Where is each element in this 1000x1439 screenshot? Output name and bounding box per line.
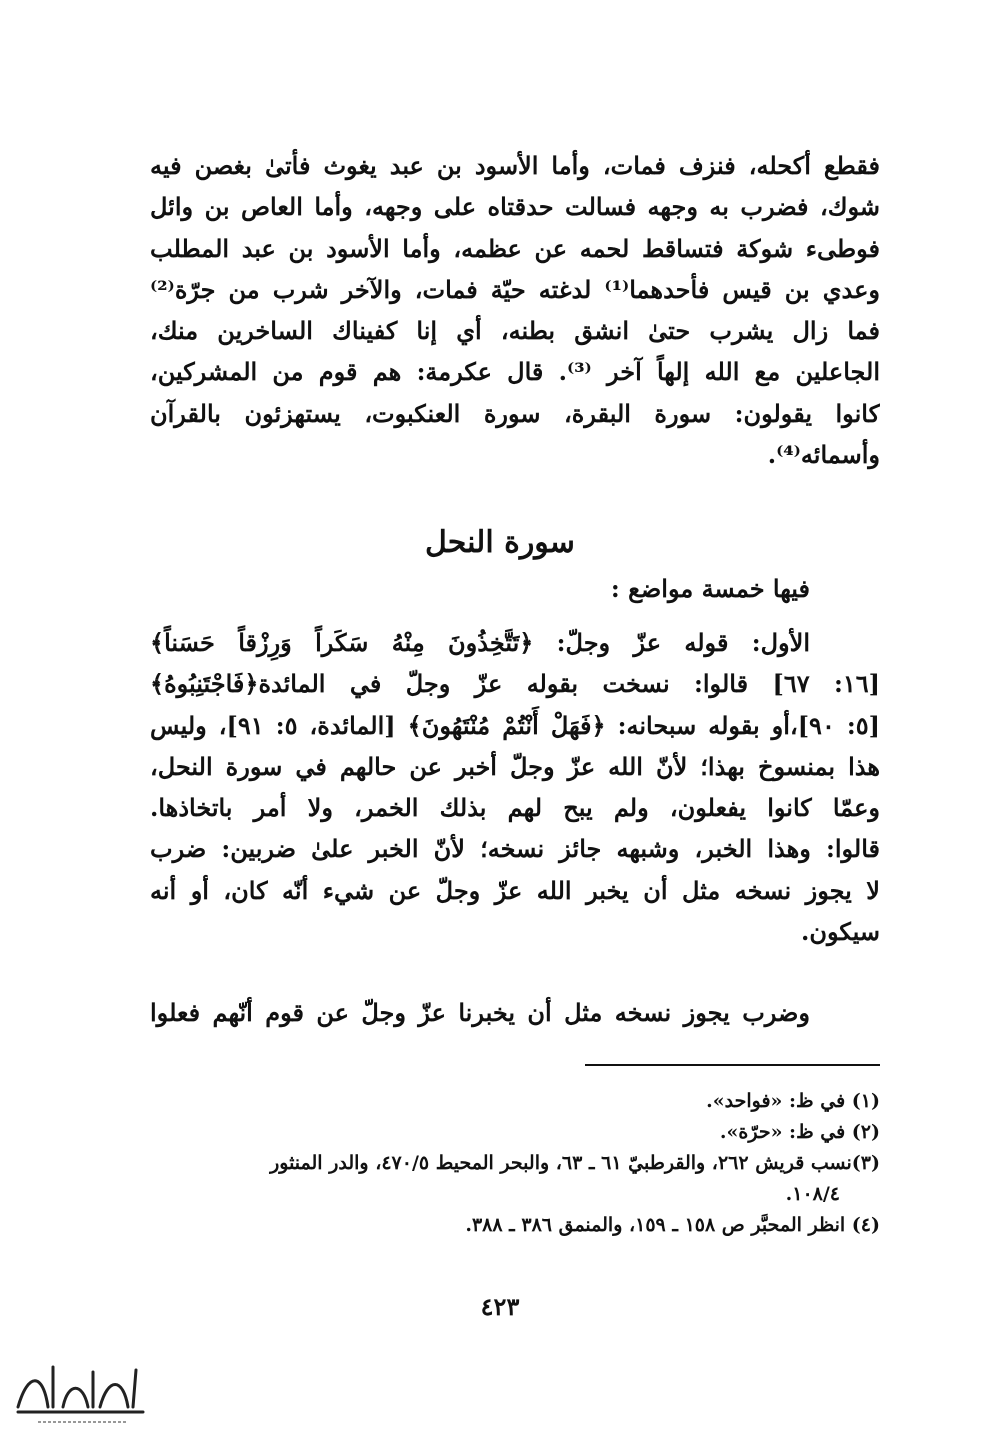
text-line: فيها خمسة مواضع : xyxy=(610,574,810,603)
paragraph-3 xyxy=(150,992,880,1033)
paragraph-1 xyxy=(150,145,880,475)
text-line: الجاعلين مع الله إلهاً آخر ⁽³⁾. قال عكرمة: هم قوم من المشركين، xyxy=(150,357,880,387)
text-line: قالوا: وهذا الخبر، وشبهه جائز نسخه؛ لأنّ الخبر علىٰ ضربين: ضرب xyxy=(150,834,880,864)
text-line: [٥: ٩٠]،أو بقوله سبحانه: ﴿فَهَلْ أَنْتُمْ مُنْتَهُونَ﴾ [المائدة، ٥: ٩١]، وليس xyxy=(150,710,880,740)
sura-heading: سورة النحل xyxy=(425,525,575,560)
text-line: سيكون. xyxy=(801,917,880,947)
text-line: شوك، فضرب به وجهه فسالت حدقتاه على وجهه، وأما العاص بن وائل xyxy=(150,192,880,222)
text-line: [١٦: ٦٧] قالوا: نسخت بقوله عزّ وجلّ في المائدة﴿فَاجْتَنِبُوهُ﴾ xyxy=(150,669,880,699)
places-intro xyxy=(150,568,880,609)
footnote-3: (٣)نسب قريش ٢٦٢، والقرطبيّ ٦١ ـ ٦٣، والبحر المحيط ٤٧٠/٥، والدر المنثور xyxy=(270,1152,880,1174)
text-line: وضرب يجوز نسخه مثل أن يخبرنا عزّ وجلّ عن قوم أنّهم فعلوا xyxy=(150,998,810,1027)
footnote-divider xyxy=(585,1064,880,1066)
text-line: هذا بمنسوخ بهذا؛ لأنّ الله عزّ وجلّ أخبر عن حالهم في سورة النحل، xyxy=(150,751,880,781)
text-line: وعدي بن قيس فأحدهما⁽¹⁾ لدغته حيّة فمات، والآخر شرب من جرّة⁽²⁾ xyxy=(150,274,880,304)
footnotes xyxy=(150,1086,880,1241)
footnote-3-continued: ١٠٨/٤. xyxy=(785,1183,840,1205)
paragraph-2 xyxy=(150,622,880,952)
text-line: فما زال يشرب حتىٰ انشق بطنه، أي إنا كفيناك الساخرين منك، xyxy=(150,316,880,346)
text-line: كانوا يقولون: سورة البقرة، سورة العنكبوت، يستهزئون بالقرآن xyxy=(150,398,880,428)
page-number: ٤٢٣ xyxy=(480,1292,520,1321)
footnote-1: (١) في ظ: «فواحد». xyxy=(706,1090,880,1112)
text-line: وعمّا كانوا يفعلون، ولم يبح لهم بذلك الخمر، ولا أمر باتخاذها. xyxy=(150,793,880,823)
text-line: لا يجوز نسخه مثل أن يخبر الله عزّ وجلّ عن شيء أنّه كان، أو أنه xyxy=(150,875,880,905)
footnote-4: (٤) انظر المحبَّر ص ١٥٨ ـ ١٥٩، والمنمق ٣٨٦ ـ ٣٨٨. xyxy=(465,1214,880,1236)
text-line: وأسمائه⁽⁴⁾. xyxy=(767,440,880,470)
text-line: فقطع أكحله، فنزف فمات، وأما الأسود بن عبد يغوث فأتىٰ بغصن فيه xyxy=(150,151,880,180)
text-line: فوطىء شوكة فتساقط لحمه عن عظمه، وأما الأسود بن عبد المطلب xyxy=(150,233,880,263)
library-stamp-logo xyxy=(8,1352,158,1432)
footnote-2: (٢) في ظ: «حرّة». xyxy=(719,1121,880,1143)
text-line: الأول: قوله عزّ وجلّ: ﴿تَتَّخِذُونَ مِنْهُ سَكَراً وَرِزْقاً حَسَناً﴾ xyxy=(150,628,810,657)
